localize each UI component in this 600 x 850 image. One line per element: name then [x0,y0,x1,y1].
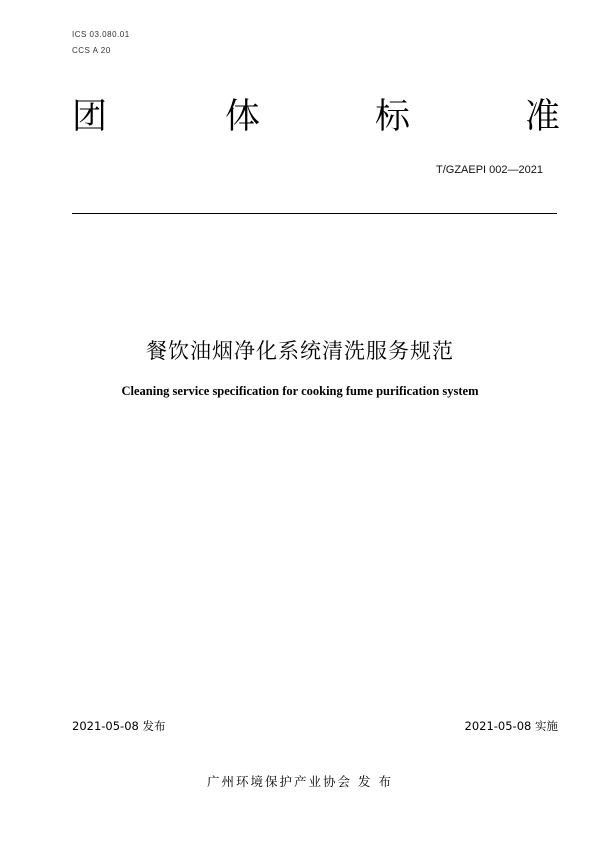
standard-number: T/GZAEPI 002—2021 [436,164,543,176]
title-chinese: 餐饮油烟净化系统清洗服务规范 [146,339,454,363]
implement-date: 2021-05-08 实施 [464,719,558,733]
ccs-code: CCS A 20 [72,46,111,55]
standard-type-char: 准 [525,97,561,137]
header-divider [72,213,557,214]
ics-code: ICS 03.080.01 [72,30,130,39]
title-english: Cleaning service specification for cooking fume purification system [121,384,479,398]
publisher: 广州环境保护产业协会 发 布 [207,774,393,789]
standard-type-char: 体 [225,97,261,137]
standard-type-char: 团 [72,97,108,137]
publish-date: 2021-05-08 发布 [72,719,166,733]
standard-type-char: 标 [375,97,411,137]
